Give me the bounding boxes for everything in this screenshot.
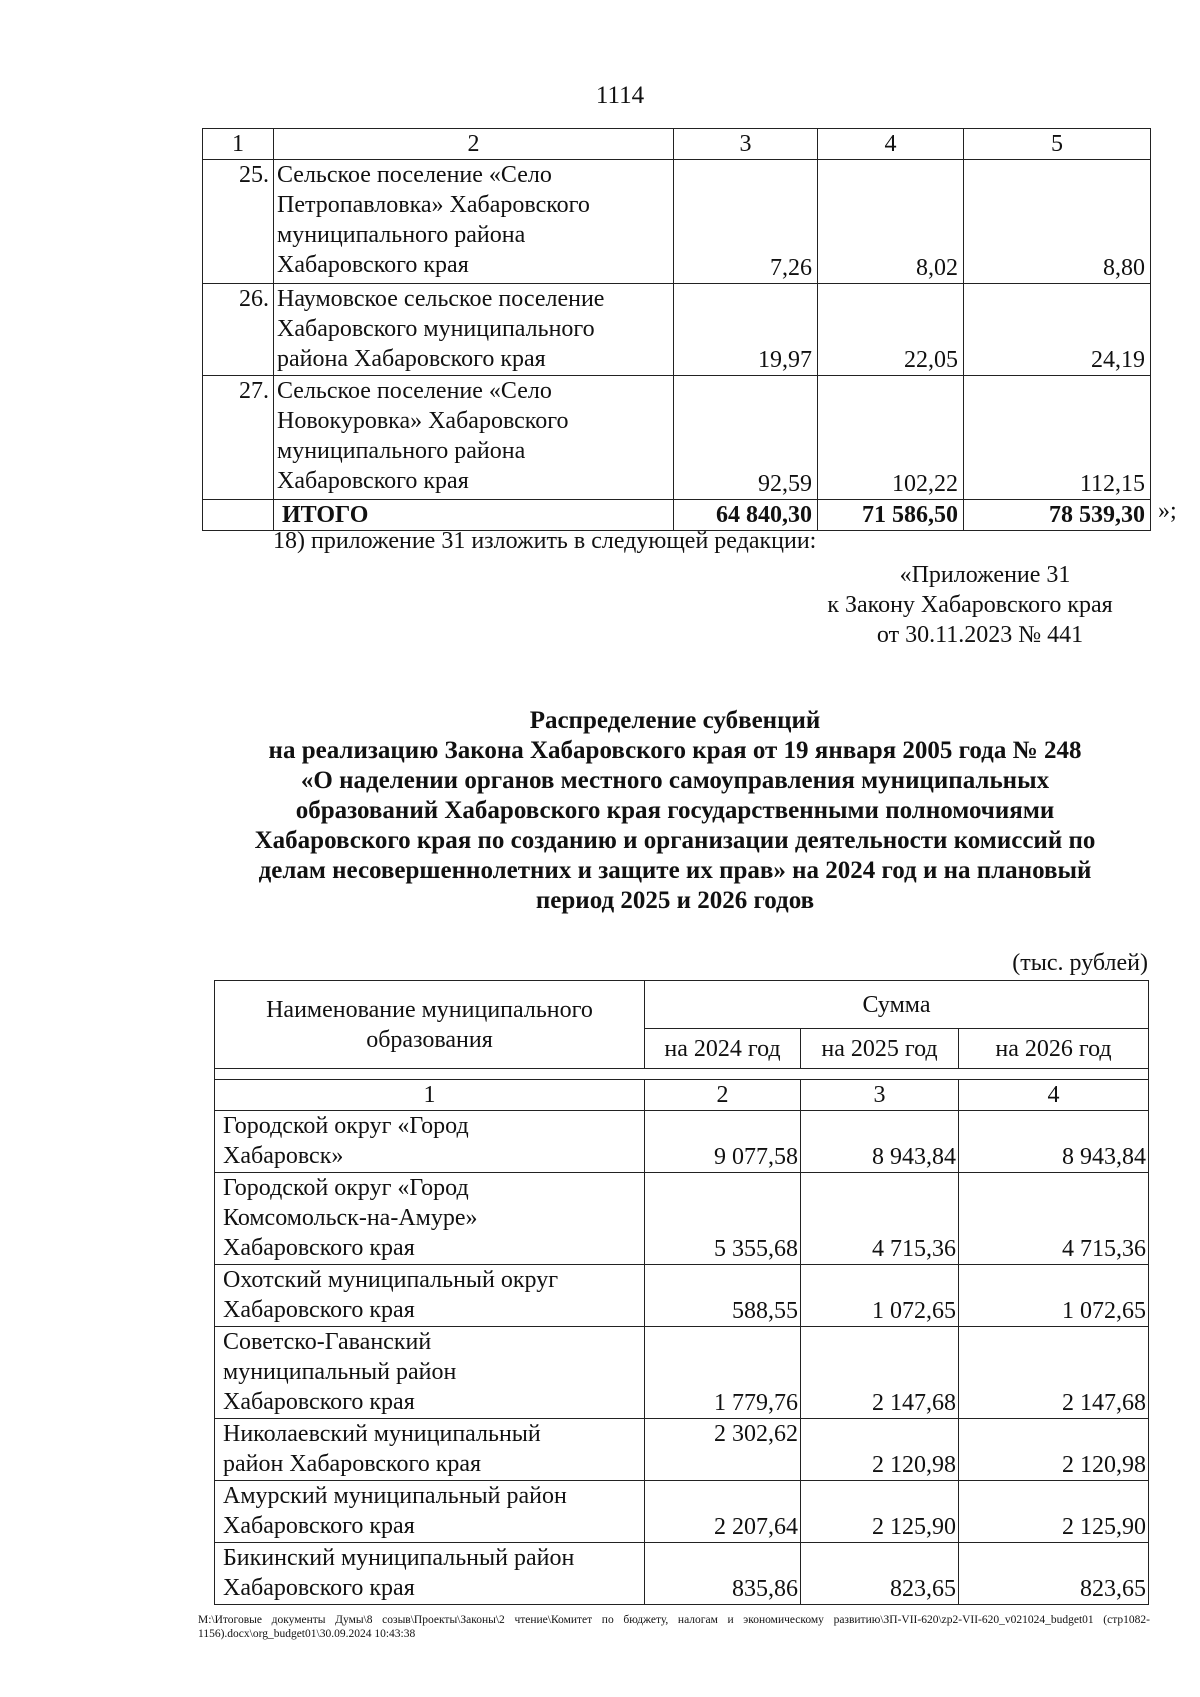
name-line: Петропавловка» Хабаровского — [277, 192, 590, 218]
value-cell: 102,22 — [818, 376, 964, 500]
year-header: на 2026 год — [959, 1029, 1149, 1069]
title-line: «О наделении органов местного самоуправления муниципальных — [300, 767, 1050, 794]
year-header: на 2025 год — [801, 1029, 959, 1069]
municipality-name — [274, 160, 674, 284]
table-row — [215, 1419, 1149, 1481]
row-number: 27. — [203, 376, 274, 500]
municipality-name — [215, 1265, 645, 1327]
total-row — [203, 500, 1151, 531]
value-2024: 835,86 — [645, 1543, 801, 1605]
title-line: период 2025 и 2026 годов — [535, 887, 815, 914]
index-cell: 1 — [215, 1080, 645, 1111]
gap-cell — [959, 1069, 1149, 1080]
name-line: Охотский муниципальный округ — [223, 1267, 559, 1293]
table-row — [215, 1327, 1149, 1419]
value-2026: 4 715,36 — [959, 1173, 1149, 1265]
municipality-name — [215, 1419, 645, 1481]
table-row — [215, 1111, 1149, 1173]
value-cell: 112,15 — [964, 376, 1151, 500]
value-cell: 7,26 — [674, 160, 818, 284]
value-2025: 8 943,84 — [801, 1111, 959, 1173]
name-line: Сельское поселение «Село — [277, 162, 552, 188]
name-line: Амурский муниципальный район — [223, 1483, 567, 1509]
value-cell: 22,05 — [818, 284, 964, 376]
name-line: Комсомольск-на-Амуре» — [223, 1205, 478, 1231]
name-line: Хабаровского края — [223, 1297, 415, 1323]
name-line: Городской округ «Город — [223, 1113, 469, 1139]
table-header-row — [203, 129, 1151, 160]
total-label: ИТОГО — [274, 500, 674, 531]
name-line: муниципальный район — [223, 1359, 457, 1385]
appendix-line: от 30.11.2023 № 441 — [876, 622, 1084, 648]
name-line: Советско-Гаванский — [223, 1329, 432, 1355]
name-line: Городской округ «Город — [223, 1175, 469, 1201]
table-row — [215, 1265, 1149, 1327]
document-title — [150, 706, 1200, 916]
subvention-table — [214, 980, 1149, 1605]
name-line: Новокуровка» Хабаровского — [277, 408, 569, 434]
name-line: Хабаровского края — [223, 1575, 415, 1601]
gap-cell — [215, 1069, 645, 1080]
value-2024: 1 779,76 — [645, 1327, 801, 1419]
title-line: делам несовершеннолетних и защите их прав» на 2024 год и на плановый — [258, 857, 1092, 884]
value-2026: 823,65 — [959, 1543, 1149, 1605]
table-row — [215, 1481, 1149, 1543]
name-line: Хабаровского края — [223, 1389, 415, 1415]
value-cell: 8,02 — [818, 160, 964, 284]
row-number: 26. — [203, 284, 274, 376]
name-line: Бикинский муниципальный район — [223, 1545, 575, 1571]
total-value: 71 586,50 — [818, 500, 964, 531]
appendix-line: к Закону Хабаровского края — [827, 592, 1113, 618]
value-2025: 2 125,90 — [801, 1481, 959, 1543]
table-continuation — [202, 128, 1151, 531]
value-2025: 2 120,98 — [801, 1419, 959, 1481]
title-line: образований Хабаровского края государственными полномочиями — [295, 797, 1055, 824]
municipality-name — [215, 1481, 645, 1543]
value-2025: 4 715,36 — [801, 1173, 959, 1265]
title-line: Распределение субвенций — [529, 707, 821, 734]
table-row — [215, 1173, 1149, 1265]
table-gap — [215, 1069, 1149, 1080]
value-cell: 24,19 — [964, 284, 1151, 376]
municipality-name — [215, 1111, 645, 1173]
value-2024: 5 355,68 — [645, 1173, 801, 1265]
value-2024: 588,55 — [645, 1265, 801, 1327]
value-2024: 2 207,64 — [645, 1481, 801, 1543]
year-header: на 2024 год — [645, 1029, 801, 1069]
table-row — [203, 284, 1151, 376]
value-2025: 1 072,65 — [801, 1265, 959, 1327]
name-line: Николаевский муниципальный — [223, 1421, 541, 1447]
total-value: 64 840,30 — [674, 500, 818, 531]
name-line: муниципального района — [277, 438, 526, 464]
value-2024: 2 302,62 — [645, 1419, 801, 1481]
name-line: Хабаровского края — [277, 252, 469, 278]
units-label: (тыс. рублей) — [1012, 950, 1148, 976]
name-line: муниципального района — [277, 222, 526, 248]
gap-cell — [645, 1069, 801, 1080]
total-value: 78 539,30 — [964, 500, 1151, 531]
value-cell: 19,97 — [674, 284, 818, 376]
value-cell: 92,59 — [674, 376, 818, 500]
value-2026: 1 072,65 — [959, 1265, 1149, 1327]
appendix-reference — [790, 560, 1150, 650]
file-path-footer: M:\Итоговые документы Думы\8 созыв\Проекты\Законы\2 чтение\Комитет по бюджету, налогам и экономическому развитию\ЗП-VII-620\zp2-VII-620_v021024_budget01 (стр1082-1156).docx\org_budget01\30.09.2024 10:43:38 — [198, 1614, 1150, 1640]
value-2026: 2 147,68 — [959, 1327, 1149, 1419]
table-row — [203, 160, 1151, 284]
header-cell: 1 — [203, 129, 274, 160]
name-line: Хабаровского края — [223, 1235, 415, 1261]
municipality-name — [274, 284, 674, 376]
name-line: Хабаровского края — [223, 1513, 415, 1539]
name-line: Сельское поселение «Село — [277, 378, 552, 404]
name-line: Хабаровск» — [223, 1143, 344, 1169]
amendment-item: 18) приложение 31 изложить в следующей редакции: — [273, 528, 817, 554]
table-header-row — [215, 981, 1149, 1029]
header-cell: 4 — [818, 129, 964, 160]
municipality-name — [274, 376, 674, 500]
header-cell: 5 — [964, 129, 1151, 160]
municipality-name — [215, 1327, 645, 1419]
value-2026: 2 125,90 — [959, 1481, 1149, 1543]
appendix-line: «Приложение 31 — [899, 562, 1071, 588]
name-line: Хабаровского муниципального — [277, 316, 595, 342]
table-row — [203, 376, 1151, 500]
value-cell: 8,80 — [964, 160, 1151, 284]
header-cell: 2 — [274, 129, 674, 160]
empty-cell — [203, 500, 274, 531]
municipality-name — [215, 1543, 645, 1605]
name-line: Наумовское сельское поселение — [277, 286, 605, 312]
name-line: района Хабаровского края — [277, 346, 546, 372]
index-cell: 2 — [645, 1080, 801, 1111]
table-row — [215, 1543, 1149, 1605]
value-2024: 9 077,58 — [645, 1111, 801, 1173]
title-line: на реализацию Закона Хабаровского края от 19 января 2005 года № 248 — [268, 737, 1082, 764]
name-line: район Хабаровского края — [223, 1451, 482, 1477]
page-number: 1114 — [595, 82, 645, 109]
header-cell: 3 — [674, 129, 818, 160]
municipality-name — [215, 1173, 645, 1265]
title-line: Хабаровского края по созданию и организации деятельности комиссий по — [254, 827, 1096, 854]
value-2025: 2 147,68 — [801, 1327, 959, 1419]
index-cell: 4 — [959, 1080, 1149, 1111]
column-index-row — [215, 1080, 1149, 1111]
row-number: 25. — [203, 160, 274, 284]
sum-header: Сумма — [645, 981, 1149, 1029]
index-cell: 3 — [801, 1080, 959, 1111]
gap-cell — [801, 1069, 959, 1080]
municipality-column-header: Наименование муниципального образования — [215, 981, 645, 1069]
value-2025: 823,65 — [801, 1543, 959, 1605]
value-2026: 8 943,84 — [959, 1111, 1149, 1173]
closing-quote: »; — [1158, 498, 1177, 524]
value-2026: 2 120,98 — [959, 1419, 1149, 1481]
name-line: Хабаровского края — [277, 468, 469, 494]
